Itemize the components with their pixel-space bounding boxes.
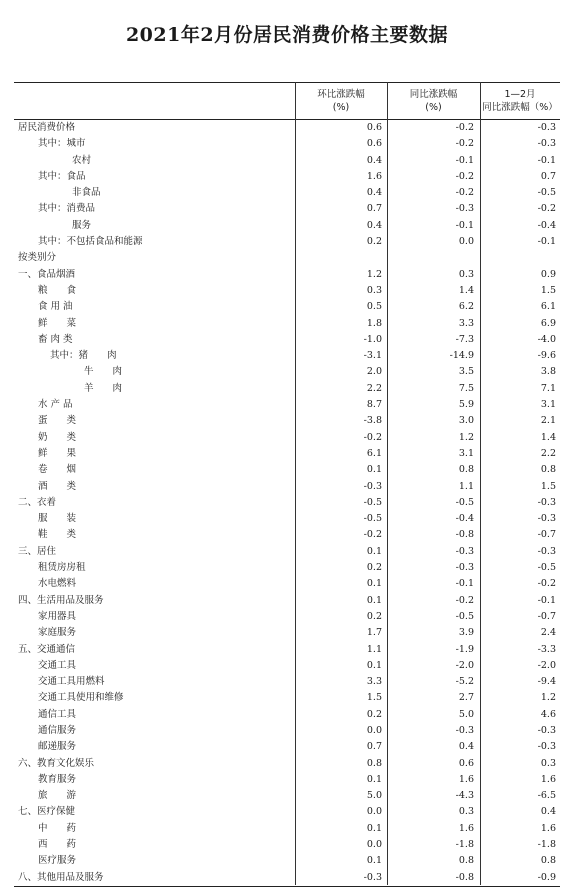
column-divider xyxy=(480,82,481,885)
cell-mom: 0.6 xyxy=(366,138,382,150)
cell-mom: -0.2 xyxy=(363,431,382,443)
table-row xyxy=(14,136,560,152)
page-title: 2021年2月份居民消费价格主要数据 xyxy=(125,24,449,46)
table-row xyxy=(14,804,560,820)
row-label: 其中：消费品 xyxy=(38,203,96,215)
table-row xyxy=(14,495,560,511)
table-row xyxy=(14,707,560,723)
table-row xyxy=(14,381,560,397)
header-ytd-line2: 同比涨跌幅（%） xyxy=(482,102,558,113)
cell-ytd: -0.7 xyxy=(537,610,556,622)
cell-yoy: -0.3 xyxy=(455,562,474,574)
row-label: 交通工具用燃料 xyxy=(38,676,105,688)
cell-yoy: -4.3 xyxy=(455,790,474,802)
table-row xyxy=(14,544,560,560)
cell-yoy: -0.3 xyxy=(455,203,474,215)
cell-yoy: 1.1 xyxy=(458,480,474,492)
cell-yoy: -14.9 xyxy=(449,350,474,362)
cell-ytd: -0.4 xyxy=(537,219,556,231)
cell-mom: 0.8 xyxy=(366,757,382,769)
row-label: 非食品 xyxy=(72,187,101,199)
table-row xyxy=(14,413,560,429)
cell-yoy: 0.6 xyxy=(458,757,474,769)
cell-ytd: -9.4 xyxy=(537,676,556,688)
table-row xyxy=(14,837,560,853)
cell-ytd: -0.2 xyxy=(537,203,556,215)
table-row xyxy=(14,527,560,543)
cell-yoy: -0.2 xyxy=(455,138,474,150)
row-label: 牛 肉 xyxy=(84,366,123,378)
table-row xyxy=(14,772,560,788)
cell-ytd: -0.3 xyxy=(537,138,556,150)
cell-ytd: 6.9 xyxy=(540,317,556,329)
row-label: 水电燃料 xyxy=(38,578,77,590)
row-label: 七、医疗保健 xyxy=(18,806,76,818)
cell-ytd: 0.7 xyxy=(540,170,556,182)
cell-ytd: 1.2 xyxy=(540,692,556,704)
cell-yoy: -0.2 xyxy=(455,594,474,606)
cell-mom: 0.6 xyxy=(366,122,382,133)
table-row xyxy=(14,332,560,348)
header-mom-line2: (%) xyxy=(332,102,350,113)
cell-ytd: -1.8 xyxy=(537,839,556,851)
table-row xyxy=(14,316,560,332)
row-label: 奶 类 xyxy=(38,431,77,443)
table-row xyxy=(14,674,560,690)
row-label: 旅 游 xyxy=(38,790,77,802)
cell-mom: 0.5 xyxy=(366,301,382,313)
cell-yoy: -0.3 xyxy=(455,724,474,736)
row-label: 一、食品烟酒 xyxy=(18,268,76,280)
table-row xyxy=(14,560,560,576)
cell-yoy: 6.2 xyxy=(458,301,474,313)
cell-ytd: 0.4 xyxy=(540,806,556,818)
cell-yoy: 1.6 xyxy=(458,773,474,785)
cell-ytd: 1.4 xyxy=(540,431,556,443)
row-label: 中 药 xyxy=(38,822,77,834)
cell-yoy: -0.3 xyxy=(455,545,474,557)
cell-ytd: -0.3 xyxy=(537,122,556,133)
row-label: 酒 类 xyxy=(38,480,77,492)
row-label: 水 产 品 xyxy=(38,399,73,411)
cell-yoy: -1.9 xyxy=(455,643,474,655)
row-label: 畜 肉 类 xyxy=(38,333,73,345)
row-label: 服 装 xyxy=(38,513,77,525)
cell-mom: 1.7 xyxy=(366,627,382,639)
row-label: 西 药 xyxy=(38,839,77,851)
table-row xyxy=(14,593,560,609)
cell-yoy: -0.1 xyxy=(455,219,474,231)
cell-mom: 0.4 xyxy=(366,154,382,166)
cell-yoy: 3.0 xyxy=(458,415,474,427)
table-row xyxy=(14,218,560,234)
cell-mom: 0.1 xyxy=(366,464,382,476)
cell-yoy: -0.2 xyxy=(455,187,474,199)
cell-yoy: 3.1 xyxy=(458,447,474,459)
cell-mom: 2.2 xyxy=(366,382,382,394)
cell-ytd: -0.5 xyxy=(537,187,556,199)
cell-ytd: 0.8 xyxy=(540,855,556,867)
cell-yoy: 3.9 xyxy=(458,627,474,639)
table-row xyxy=(14,853,560,869)
cell-yoy: -2.0 xyxy=(455,659,474,671)
cell-mom: 0.0 xyxy=(366,724,382,736)
table-row xyxy=(14,430,560,446)
cell-yoy: -5.2 xyxy=(455,676,474,688)
header-mom xyxy=(295,83,387,119)
cpi-table xyxy=(14,82,560,887)
table-row xyxy=(14,364,560,380)
cell-mom: 0.2 xyxy=(366,236,382,248)
cell-mom: 0.1 xyxy=(366,773,382,785)
row-label: 其中：食品 xyxy=(38,170,86,182)
table-row xyxy=(14,642,560,658)
cell-ytd: 7.1 xyxy=(540,382,556,394)
cell-yoy: 3.5 xyxy=(458,366,474,378)
row-label: 居民消费价格 xyxy=(18,122,76,133)
cell-ytd: -0.3 xyxy=(537,741,556,753)
table-row xyxy=(14,120,560,136)
cell-mom: 0.4 xyxy=(366,187,382,199)
cell-ytd: -0.9 xyxy=(537,871,556,883)
table-row xyxy=(14,690,560,706)
cell-yoy: -0.2 xyxy=(455,170,474,182)
cell-ytd: -0.5 xyxy=(537,562,556,574)
cell-yoy: -0.1 xyxy=(455,154,474,166)
row-label: 邮递服务 xyxy=(38,741,77,753)
table-body xyxy=(14,120,560,887)
cell-mom: 0.1 xyxy=(366,578,382,590)
header-ytd xyxy=(480,83,560,119)
row-label: 交通工具使用和维修 xyxy=(38,692,124,704)
column-divider xyxy=(387,82,388,885)
cell-ytd: -4.0 xyxy=(537,333,556,345)
row-label: 鲜 菜 xyxy=(38,317,77,329)
cell-ytd: -9.6 xyxy=(537,350,556,362)
row-label: 租赁房房租 xyxy=(38,562,86,574)
cell-ytd: 6.1 xyxy=(540,301,556,313)
cell-mom: 6.1 xyxy=(366,447,382,459)
row-label: 交通工具 xyxy=(38,659,77,671)
cell-ytd: 2.2 xyxy=(540,447,556,459)
header-yoy-line1: 同比涨跌幅 xyxy=(409,89,458,100)
row-label: 家用器具 xyxy=(38,610,77,622)
cell-mom: 1.6 xyxy=(366,170,382,182)
cell-mom: 0.1 xyxy=(366,659,382,671)
header-yoy-line2: (%) xyxy=(425,102,442,113)
cell-yoy: -0.1 xyxy=(455,578,474,590)
table-row xyxy=(14,348,560,364)
cell-yoy: -0.5 xyxy=(455,610,474,622)
table-row xyxy=(14,283,560,299)
row-label: 羊 肉 xyxy=(84,382,123,394)
cell-mom: 0.1 xyxy=(366,822,382,834)
cell-ytd: 0.9 xyxy=(540,268,556,280)
table-row xyxy=(14,267,560,283)
cell-ytd: -0.3 xyxy=(537,496,556,508)
row-label: 农村 xyxy=(72,154,92,166)
row-label: 食 用 油 xyxy=(38,301,73,313)
cell-mom: -0.2 xyxy=(363,529,382,541)
cell-ytd: 1.6 xyxy=(540,773,556,785)
table-row xyxy=(14,788,560,804)
cell-ytd: -0.3 xyxy=(537,513,556,525)
cell-ytd: 2.1 xyxy=(540,415,556,427)
table-row xyxy=(14,511,560,527)
row-label: 六、教育文化娱乐 xyxy=(18,757,95,769)
table-row xyxy=(14,756,560,772)
row-label: 医疗服务 xyxy=(38,855,77,867)
cell-yoy: -0.4 xyxy=(455,513,474,525)
cell-mom: 1.1 xyxy=(366,643,382,655)
cell-mom: 1.8 xyxy=(366,317,382,329)
cell-mom: 2.0 xyxy=(366,366,382,378)
cell-mom: 3.3 xyxy=(366,676,382,688)
cell-ytd: -2.0 xyxy=(537,659,556,671)
table-row xyxy=(14,201,560,217)
column-divider xyxy=(295,82,296,885)
cell-yoy: 1.2 xyxy=(458,431,474,443)
cell-ytd: 0.3 xyxy=(540,757,556,769)
row-label: 四、生活用品及服务 xyxy=(18,594,104,606)
cell-yoy: 0.3 xyxy=(458,806,474,818)
cell-ytd: -0.7 xyxy=(537,529,556,541)
cell-mom: 0.1 xyxy=(366,545,382,557)
row-label: 蛋 类 xyxy=(38,415,77,427)
header-yoy xyxy=(387,83,480,119)
cell-yoy: 5.9 xyxy=(458,399,474,411)
cell-yoy: 0.8 xyxy=(458,464,474,476)
cell-mom: 0.3 xyxy=(366,284,382,296)
table-row xyxy=(14,299,560,315)
table-row xyxy=(14,658,560,674)
row-label: 其中：猪 肉 xyxy=(50,350,117,362)
cell-mom: -3.1 xyxy=(363,350,382,362)
table-header xyxy=(14,82,560,120)
cell-yoy: 0.4 xyxy=(458,741,474,753)
cell-yoy: -0.2 xyxy=(455,122,474,133)
cell-mom: -0.3 xyxy=(363,480,382,492)
cell-ytd: 2.4 xyxy=(540,627,556,639)
cell-mom: -0.3 xyxy=(363,871,382,883)
cell-yoy: 0.3 xyxy=(458,268,474,280)
cell-mom: 0.2 xyxy=(366,562,382,574)
cell-mom: -0.5 xyxy=(363,496,382,508)
row-label: 通信服务 xyxy=(38,724,77,736)
row-label: 八、其他用品及服务 xyxy=(18,871,104,883)
cell-yoy: -0.5 xyxy=(455,496,474,508)
row-label: 三、居住 xyxy=(18,545,57,557)
cell-yoy: 7.5 xyxy=(458,382,474,394)
table-row xyxy=(14,609,560,625)
cell-mom: 0.0 xyxy=(366,806,382,818)
cell-ytd: -3.3 xyxy=(537,643,556,655)
header-mom-line1: 环比涨跌幅 xyxy=(317,89,365,100)
table-row xyxy=(14,625,560,641)
row-label: 其中：城市 xyxy=(38,138,86,150)
cell-ytd: 1.5 xyxy=(540,480,556,492)
cell-yoy: 3.3 xyxy=(458,317,474,329)
row-label: 通信工具 xyxy=(38,708,77,720)
table-row xyxy=(14,250,560,266)
table-row xyxy=(14,397,560,413)
table-row xyxy=(14,185,560,201)
table-row xyxy=(14,739,560,755)
cell-ytd: -0.1 xyxy=(537,594,556,606)
cell-ytd: 3.1 xyxy=(540,399,556,411)
table-row xyxy=(14,153,560,169)
cell-mom: 0.2 xyxy=(366,610,382,622)
row-label: 二、衣着 xyxy=(18,496,57,508)
cell-mom: 0.0 xyxy=(366,839,382,851)
cell-mom: 5.0 xyxy=(366,790,382,802)
cell-ytd: -0.3 xyxy=(537,724,556,736)
row-label: 其中：不包括食品和能源 xyxy=(38,236,143,248)
cell-mom: -3.8 xyxy=(363,415,382,427)
cell-mom: 0.7 xyxy=(366,741,382,753)
cell-mom: -0.5 xyxy=(363,513,382,525)
cell-ytd: 1.5 xyxy=(540,284,556,296)
cell-yoy: 1.4 xyxy=(458,284,474,296)
cell-yoy: 2.7 xyxy=(458,692,474,704)
cell-yoy: 1.6 xyxy=(458,822,474,834)
table-row xyxy=(14,821,560,837)
cell-yoy: 5.0 xyxy=(458,708,474,720)
cell-ytd: -0.2 xyxy=(537,578,556,590)
table-row xyxy=(14,479,560,495)
table-row xyxy=(14,462,560,478)
cell-yoy: -0.8 xyxy=(455,871,474,883)
cell-mom: 1.2 xyxy=(366,268,382,280)
table-row xyxy=(14,723,560,739)
row-label: 教育服务 xyxy=(38,773,77,785)
cell-mom: 0.7 xyxy=(366,203,382,215)
cell-yoy: 0.8 xyxy=(458,855,474,867)
table-row xyxy=(14,234,560,250)
table-row xyxy=(14,169,560,185)
cell-yoy: -0.8 xyxy=(455,529,474,541)
cell-ytd: 3.8 xyxy=(540,366,556,378)
cell-mom: -1.0 xyxy=(363,333,382,345)
cell-mom: 0.2 xyxy=(366,708,382,720)
row-label: 家庭服务 xyxy=(38,627,77,639)
cell-ytd: 4.6 xyxy=(540,708,556,720)
row-label: 按类别分 xyxy=(18,252,57,264)
cell-mom: 8.7 xyxy=(366,399,382,411)
row-label: 五、交通通信 xyxy=(18,643,76,655)
cell-yoy: 0.0 xyxy=(458,236,474,248)
cell-ytd: 1.6 xyxy=(540,822,556,834)
cell-ytd: -0.3 xyxy=(537,545,556,557)
header-ytd-line1: 1—2月 xyxy=(504,89,536,100)
table-row xyxy=(14,870,560,886)
cell-ytd: -0.1 xyxy=(537,154,556,166)
row-label: 服务 xyxy=(72,219,92,231)
row-label: 卷 烟 xyxy=(38,464,77,476)
cell-yoy: -7.3 xyxy=(455,333,474,345)
cell-ytd: -6.5 xyxy=(537,790,556,802)
cell-mom: 1.5 xyxy=(366,692,382,704)
cell-ytd: -0.1 xyxy=(537,236,556,248)
table-row xyxy=(14,576,560,592)
cell-mom: 0.4 xyxy=(366,219,382,231)
row-label: 粮 食 xyxy=(38,284,77,296)
cell-yoy: -1.8 xyxy=(455,839,474,851)
cell-mom: 0.1 xyxy=(366,594,382,606)
table-row xyxy=(14,446,560,462)
cell-ytd: 0.8 xyxy=(540,464,556,476)
row-label: 鞋 类 xyxy=(38,529,77,541)
cell-mom: 0.1 xyxy=(366,855,382,867)
row-label: 鲜 果 xyxy=(38,447,77,459)
